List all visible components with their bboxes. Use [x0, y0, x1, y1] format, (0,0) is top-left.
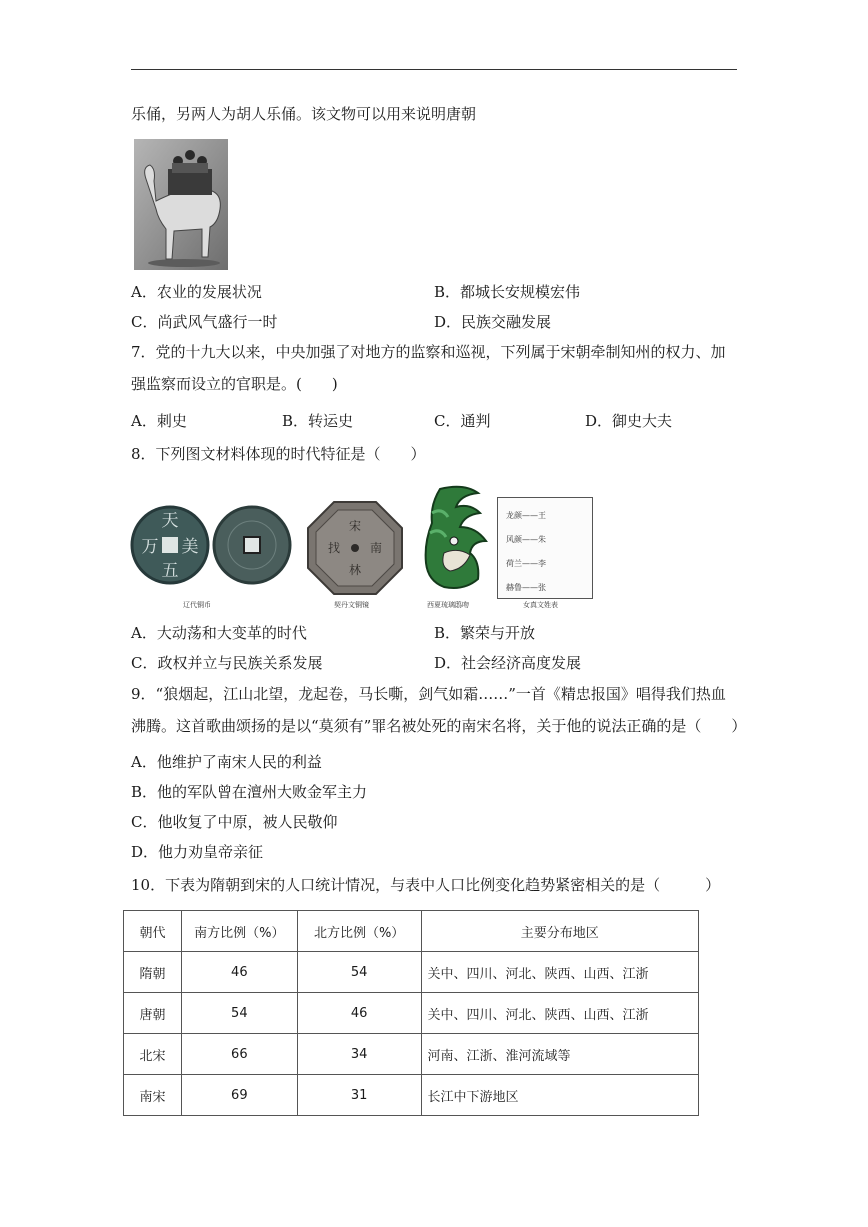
surname-row: 龙颜——王: [506, 511, 546, 520]
table-row: [124, 1034, 699, 1075]
q6-option-a: A．农业的发展状况: [131, 283, 262, 301]
cell-south: 69: [181, 1075, 297, 1116]
caption-coins: 辽代铜币: [183, 601, 211, 609]
table-row: [124, 1075, 699, 1116]
q9-option-b: B．他的军队曾在澶州大败金军主力: [131, 783, 368, 801]
coin1-char-left: 万: [141, 537, 159, 557]
surname-row: 荷兰——李: [506, 559, 546, 568]
q8-option-d: D．社会经济高度发展: [434, 654, 582, 672]
table-row: [124, 993, 699, 1034]
table-header-row: [124, 911, 699, 952]
cell-dynasty: 隋朝: [124, 952, 182, 993]
q7-option-b: B．转运史: [282, 412, 354, 430]
cell-north: 31: [297, 1075, 421, 1116]
q7-stem-line1: 7．党的十九大以来，中央加强了对地方的监察和巡视，下列属于宋朝牵制知州的权力、加: [131, 343, 726, 361]
header-dynasty: 朝代: [124, 911, 182, 952]
xixia-glazed-ornament-image: [420, 483, 490, 597]
cell-dynasty: 南宋: [124, 1075, 182, 1116]
mirror-char-top: 宋: [348, 519, 362, 533]
q9-option-d: D．他力劝皇帝亲征: [131, 843, 264, 861]
header-rule: [131, 69, 737, 70]
q9-option-a: A．他维护了南宋人民的利益: [131, 753, 322, 771]
caption-ornament: 西夏琉璃鸱吻: [427, 601, 469, 609]
q8-stem: 8．下列图文材料体现的时代特征是（ ）: [131, 445, 426, 463]
q6-option-d: D．民族交融发展: [434, 313, 552, 331]
cell-south: 54: [181, 993, 297, 1034]
q9-stem-line1: 9．“狼烟起，江山北望，龙起卷，马长嘶，剑气如霜……”一首《精忠报国》唱得我们热血: [131, 685, 726, 703]
q6-option-b: B．都城长安规模宏伟: [434, 283, 581, 301]
q7-option-d: D．御史大夫: [585, 412, 673, 430]
population-table: [123, 910, 699, 1116]
cell-south: 66: [181, 1034, 297, 1075]
cell-dynasty: 北宋: [124, 1034, 182, 1075]
q9-stem-line2: 沸腾。这首歌曲颂扬的是以“莫须有”罪名被处死的南宋名将，关于他的说法正确的是（ ）: [131, 717, 747, 735]
table-row: [124, 952, 699, 993]
mirror-char-right: 南: [369, 541, 383, 555]
q8-option-b: B．繁荣与开放: [434, 624, 536, 642]
jurchen-surname-table-image: [497, 497, 593, 599]
q6-option-c: C．尚武风气盛行一时: [131, 313, 278, 331]
cell-regions: 长江中下游地区: [421, 1075, 698, 1116]
caption-mirror: 契丹文铜镜: [334, 601, 369, 609]
coin1-char-top: 天: [161, 511, 179, 531]
header-north-ratio: 北方比例（%）: [297, 911, 421, 952]
cell-south: 46: [181, 952, 297, 993]
cell-regions: 河南、江浙、淮河流域等: [421, 1034, 698, 1075]
header-south-ratio: 南方比例（%）: [181, 911, 297, 952]
q8-option-c: C．政权并立与民族关系发展: [131, 654, 323, 672]
cell-north: 54: [297, 952, 421, 993]
liao-coins-image: [130, 500, 292, 598]
caption-surname-table: 女真文姓表: [523, 601, 558, 609]
q6-stem-tail: 乐俑，另两人为胡人乐俑。该文物可以用来说明唐朝: [131, 105, 477, 123]
mirror-char-bottom: 林: [348, 563, 362, 577]
cell-north: 34: [297, 1034, 421, 1075]
khitan-mirror-image: [306, 500, 404, 596]
q10-stem: 10．下表为隋朝到宋的人口统计情况，与表中人口比例变化趋势紧密相关的是（ ）: [131, 876, 721, 894]
coin1-char-right: 美: [181, 537, 199, 557]
tang-camel-figurine-image: [134, 139, 228, 270]
q7-stem-line2: 强监察而设立的官职是。( ): [131, 375, 338, 393]
cell-dynasty: 唐朝: [124, 993, 182, 1034]
mirror-char-left: 找: [327, 541, 341, 555]
q7-option-a: A．刺史: [131, 412, 187, 430]
q9-option-c: C．他收复了中原，被人民敬仰: [131, 813, 338, 831]
cell-regions: 关中、四川、河北、陕西、山西、江浙: [421, 952, 698, 993]
coin1-char-bottom: 五: [161, 561, 179, 581]
header-main-regions: 主要分布地区: [421, 911, 698, 952]
q8-option-a: A．大动荡和大变革的时代: [131, 624, 307, 642]
cell-north: 46: [297, 993, 421, 1034]
cell-regions: 关中、四川、河北、陕西、山西、江浙: [421, 993, 698, 1034]
q7-option-c: C．通判: [434, 412, 491, 430]
surname-row: 赫鲁——张: [506, 583, 546, 592]
surname-row: 风颜——朱: [506, 535, 546, 544]
